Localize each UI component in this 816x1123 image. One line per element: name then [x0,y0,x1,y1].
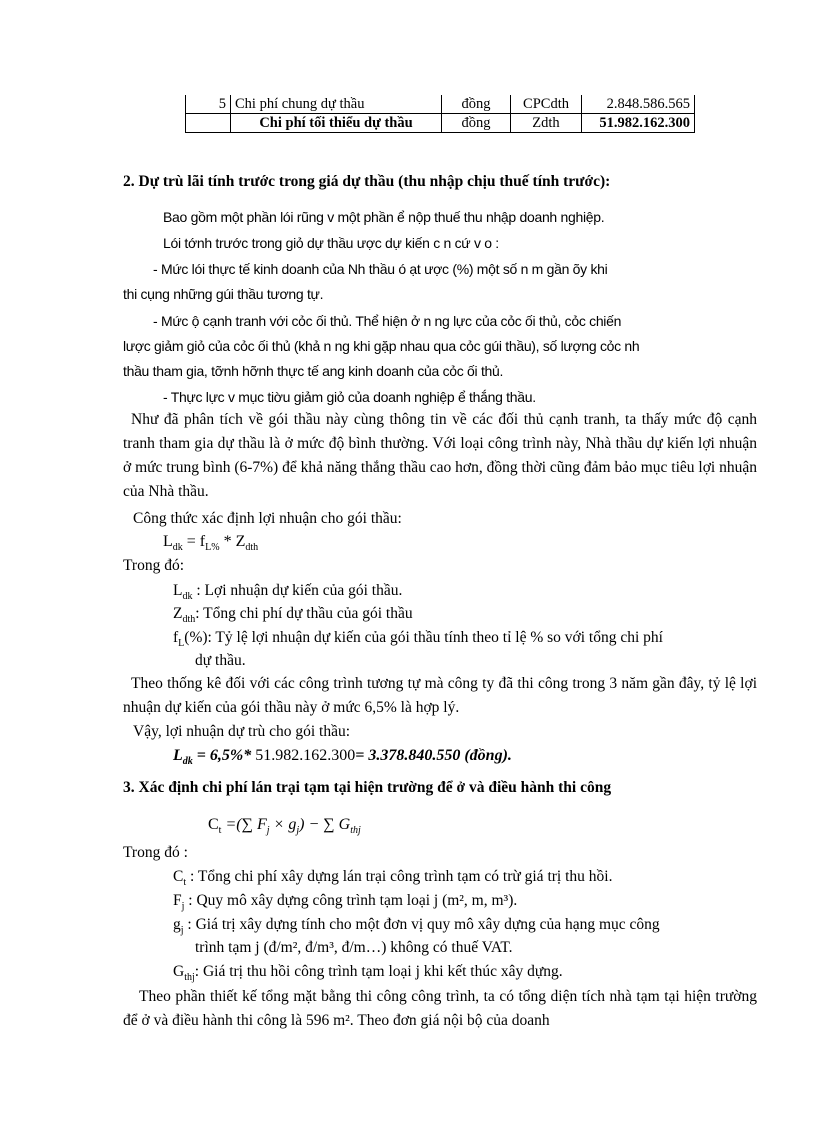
cell-unit: đồng [442,95,511,114]
trong-do-label: Trong đó: [123,557,185,574]
camp-formula [208,815,361,841]
definition-line [173,604,413,630]
para-line: lược giảm giỏ của cỏc ối thủ (khả n ng khi gặp nhau qua cỏc gúi thầu), số lượng cỏc nh [123,338,640,354]
paragraph: Theo thống kê đối với các công trình tương tự mà công ty đã thi công trong 3 năm gần đây, tỷ lệ lợi nhuận dự kiến của gói thầu này ở mức 6,5% là hợp lý. [123,675,757,716]
profit-formula [163,532,258,558]
result-value: = 3.378.840.550 (đồng). [355,747,512,764]
para-line: - Mức ộ cạnh tranh với cỏc ối thủ. Thể hiện ở n ng lực của cỏc ối thủ, cỏc chiến [153,313,622,329]
result-subscript: dk [182,756,193,768]
def-text: : Tổng chi phí xây dựng lán trại công trình tạm có trừ giá trị thu hồi. [186,868,613,885]
def-subscript: dth [182,614,196,626]
formula-text: * Z [219,533,246,550]
formula-subscript: thj [350,825,361,837]
def-symbol: L [173,582,183,599]
definition-cont: dự thầu. [195,652,246,669]
para-line: Bao gồm một phần lói rũng v một phần ể nộp thuế thu nhập doanh nghiệp. [163,209,605,225]
result-number: 51.982.162.300 [255,747,356,764]
table-row [186,114,695,133]
formula-text: =(∑ F [221,816,267,833]
formula-subscript: dth [245,542,259,554]
definition-line [173,891,517,917]
def-symbol: Z [173,605,183,622]
definition-line [173,628,663,654]
cell-unit: đồng [442,114,511,133]
section-3-heading: 3. Xác định chi phí lán trại tạm tại hiện trường để ở và điều hành thi công [123,779,612,796]
cell-value: 51.982.162.300 [582,114,695,133]
formula-subscript: dk [172,542,183,554]
para-line: thi cụng những gúi thầu tương tự. [123,286,324,302]
formula-text: × g [269,816,297,833]
result-symbol: L [173,747,183,764]
def-symbol: C [173,868,184,885]
def-symbol: F [173,892,182,909]
def-subscript: L [178,638,185,650]
para-line: - Thực lực v mục tiờu giảm giỏ của doanh nghiệp ể thắng thầu. [163,389,536,405]
def-text: : Giá trị thu hồi công trình tạm loại j khi kết thúc xây dựng. [194,963,563,980]
def-text: (%): Tỷ lệ lợi nhuận dự kiến của gói thầu tính theo tỉ lệ % so với tổng chi phí [184,629,663,646]
cell-symbol: Zdth [511,114,582,133]
cell-value: 2.848.586.565 [582,95,695,114]
formula-subscript: L% [205,542,220,554]
paragraph: Như đã phân tích về gói thầu này cùng thông tin về các đối thủ cạnh tranh, ta thấy mức độ cạnh tranh tham gia dự thầu là ở mức độ bình thường. Với loại công trình này, Nhà thầu dự kiến lợi nhuận ở mức trung bình (6-7%) để khả năng thắng thầu cao hơn, đồng thời cũng đảm bảo mục tiêu lợi nhuận của Nhà thầu. [123,411,757,500]
formula-symbol: L [163,533,173,550]
cost-table [185,95,695,133]
definition-line [173,867,612,893]
paragraph: Theo phần thiết kế tổng mặt bằng thi công công trình, ta có tổng diện tích nhà tạm tại hiện trường để ở và điều hành thi công là 596 m². Theo đơn giá nội bộ của doanh [123,988,757,1029]
def-subscript: thj [184,972,195,984]
cell-name: Chi phí chung dự thầu [231,95,442,114]
profit-result [173,746,512,772]
def-subscript: dk [182,591,193,603]
paragraph: Vậy, lợi nhuận dự trù cho gói thầu: [133,723,351,740]
definition-cont: trình tạm j (đ/m², đ/m³, đ/m…) không có thuế VAT. [195,939,513,956]
def-symbol: g [173,916,181,933]
cell-symbol: CPCdth [511,95,582,114]
formula-subscript: j [296,825,300,837]
def-text: : Tổng chi phí dự thầu của gói thầu [195,605,413,622]
def-subscript: j [181,901,185,913]
result-text: = 6,5%* [192,747,256,764]
def-text: : Lợi nhuận dự kiến của gói thầu. [192,582,403,599]
def-subscript: t [183,877,187,889]
def-text: : Giá trị xây dựng tính cho một đơn vị quy mô xây dựng của hạng mục công [183,916,660,933]
formula-subscript: j [266,825,270,837]
formula-subscript: t [218,825,222,837]
def-symbol: f [173,629,179,646]
para-line: Lói tớnh trước trong giỏ dự thầu ược dự kiến c n cứ v o : [163,235,499,251]
def-symbol: G [173,963,185,980]
cell-stt [186,114,231,133]
formula-text: = f [182,533,206,550]
section-2-heading: 2. Dự trù lãi tính trước trong giá dự thầu (thu nhập chịu thuế tính trước): [123,173,611,190]
trong-do-label: Trong đó : [123,844,188,861]
para-line: thầu tham gia, tỡnh hỡnh thực tế ang kinh doanh của cỏc ối thủ. [123,363,504,379]
cell-name: Chi phí tối thiểu dự thầu [231,114,442,133]
cell-stt: 5 [186,95,231,114]
formula-symbol: C [208,816,219,833]
formula-text: ) − ∑ G [299,816,351,833]
def-subscript: j [180,925,184,937]
formula-intro: Công thức xác định lợi nhuận cho gói thầu: [133,510,402,527]
def-text: : Quy mô xây dựng công trình tạm loại j (m², m, m³). [184,892,518,909]
para-line: - Mức lói thực tế kinh doanh của Nh thầu ó ạt ược (%) một số n m gần õy khi [153,261,608,277]
table-row [186,95,695,114]
